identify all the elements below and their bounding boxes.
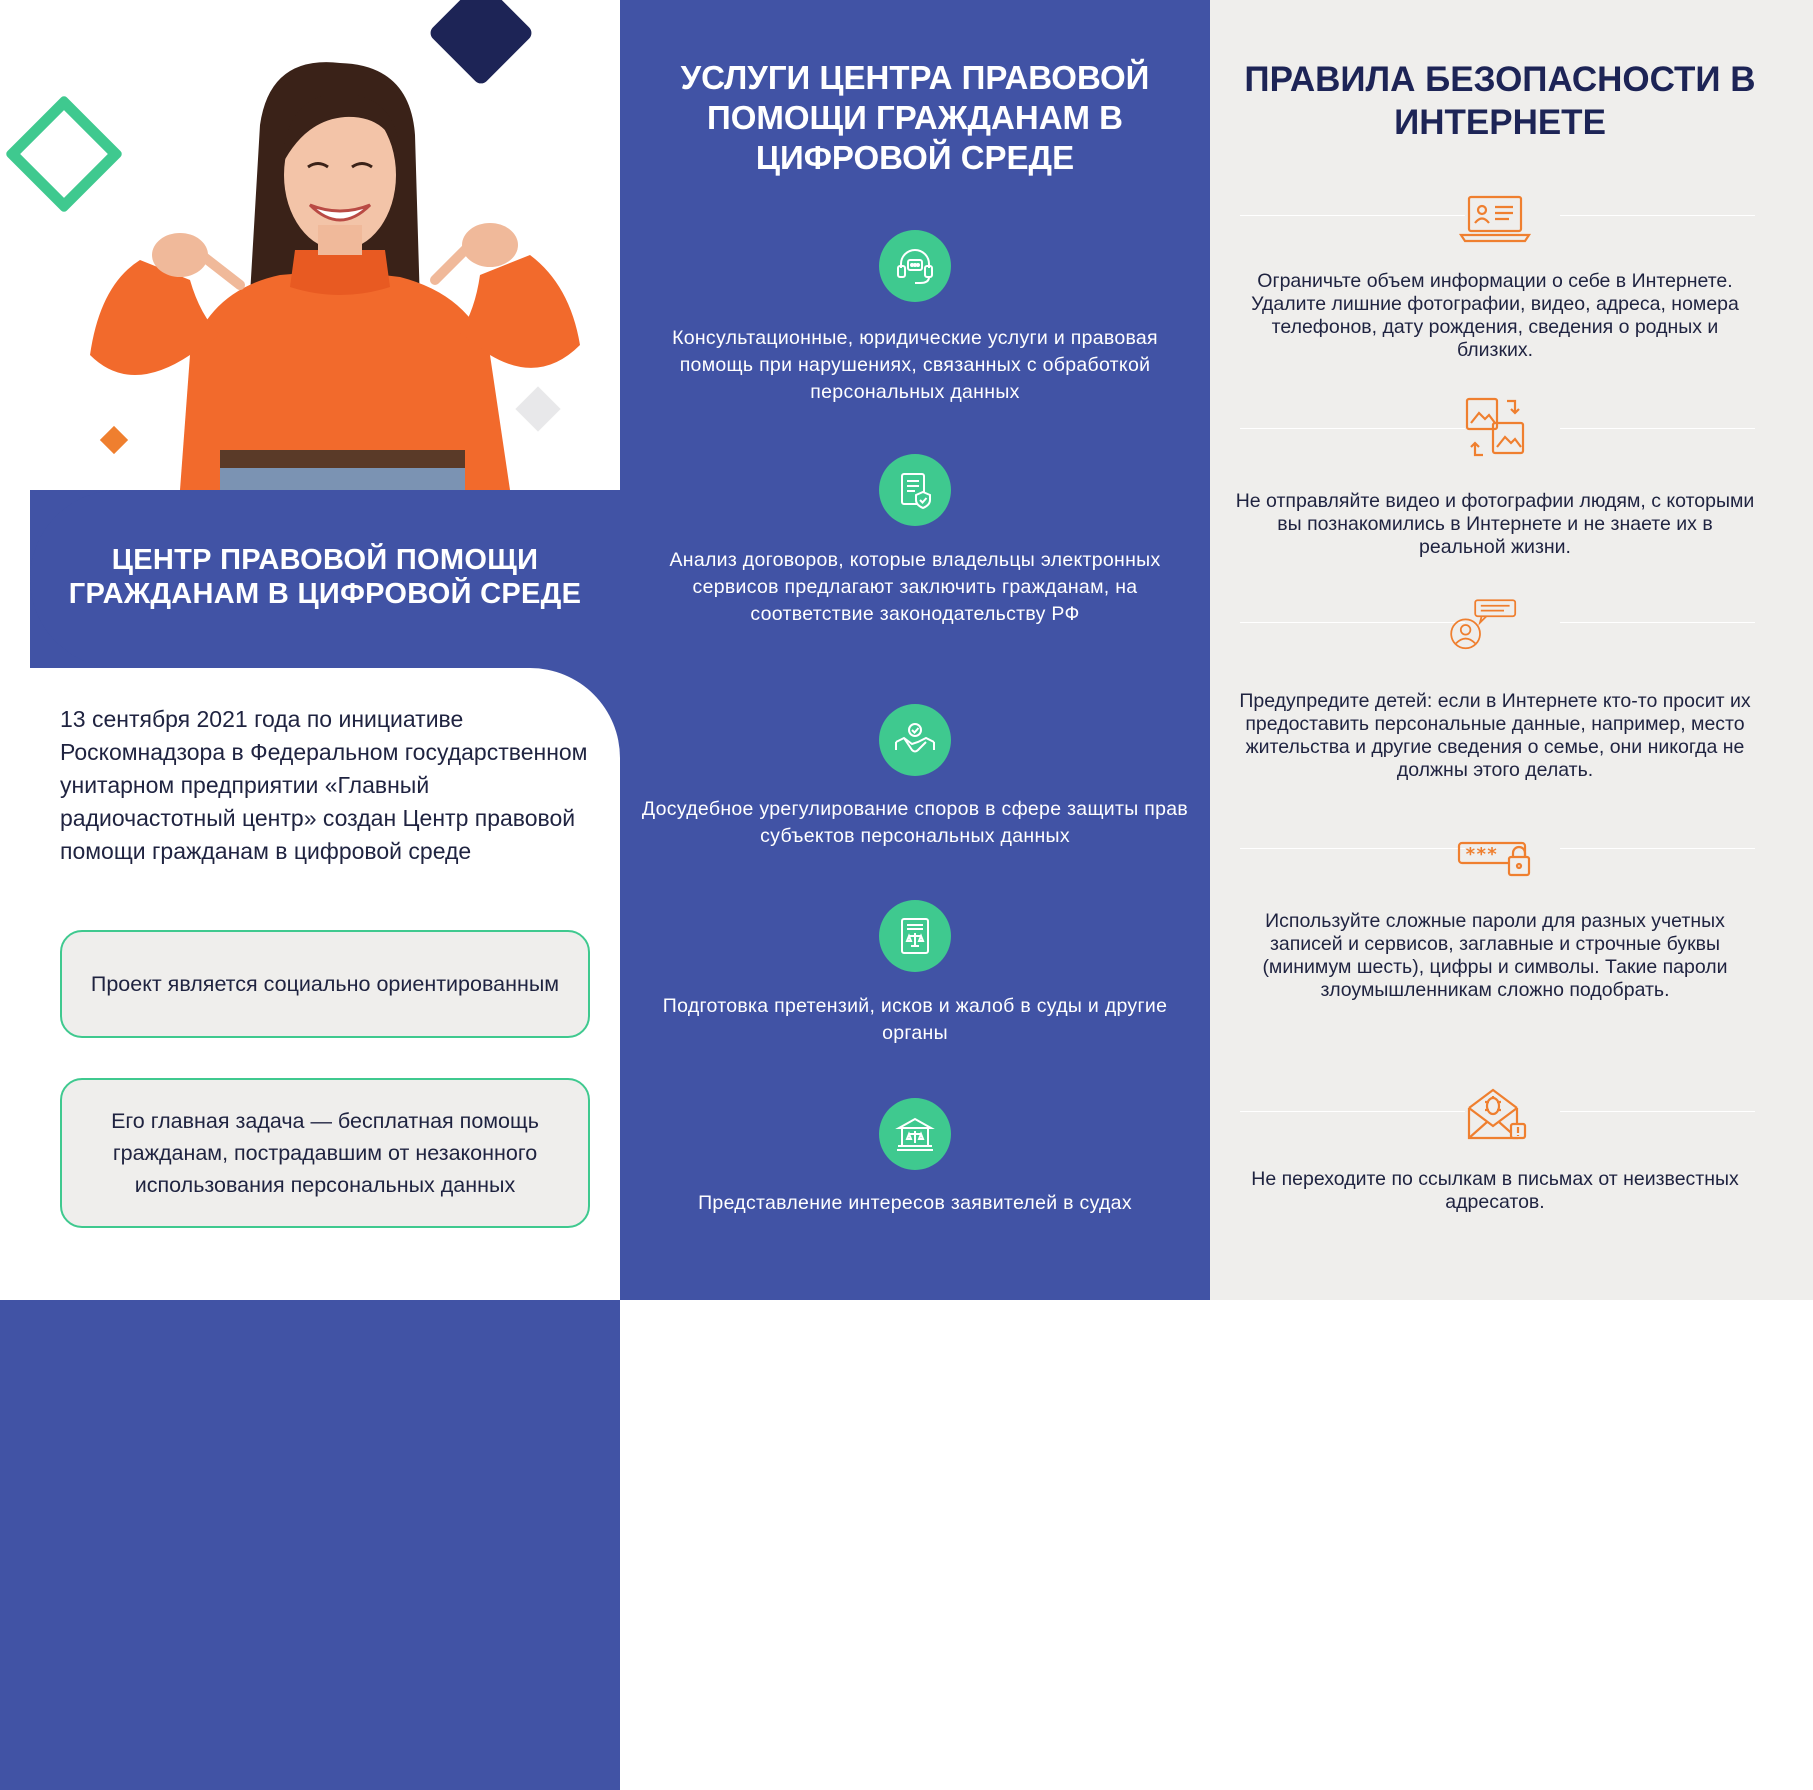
password-lock-icon	[1455, 825, 1535, 895]
social-project-text: Проект является социально ориентированным	[90, 972, 560, 996]
center-title: ЦЕНТР ПРАВОВОЙ ПОМОЩИ ГРАЖДАНАМ В ЦИФРОВОЙ СРЕДЕ	[68, 544, 582, 610]
headset-icon	[879, 230, 951, 302]
rule-text-2: Не отправляйте видео и фотографии людям, с которыми вы познакомились в Интернете и не знаете их в реальной жизни.	[1235, 490, 1755, 558]
services-title: УСЛУГИ ЦЕНТРА ПРАВОВОЙ ПОМОЩИ ГРАЖДАНАМ В ЦИФРОВОЙ СРЕДЕ	[680, 59, 1150, 176]
woman-photo	[70, 55, 600, 490]
rule-text-3: Предупредите детей: если в Интернете кто-то просит их предоставить персональные данные, например, место жительства и другие сведения о семье, они никогда не должны этого делать.	[1239, 690, 1751, 781]
divider	[1560, 622, 1755, 623]
document-shield-icon	[879, 454, 951, 526]
rule-text-5: Не переходите по ссылкам в письмах от неизвестных адресатов.	[1251, 1168, 1739, 1213]
intro-text: 13 сентября 2021 года по инициативе Роскомнадзора в Федеральном государственном унитарном предприятии «Главный радиочастотный центр» создан Центр правовой помощи гражданам в цифровой среде	[60, 706, 588, 864]
svg-text:***: ***	[1465, 844, 1498, 865]
divider	[1240, 215, 1465, 216]
email-virus-icon	[1455, 1078, 1535, 1148]
divider	[1560, 848, 1755, 849]
service-text-5: Представление интересов заявителей в судах	[698, 1192, 1132, 1214]
divider	[1240, 848, 1465, 849]
pill-spacer	[0, 490, 30, 668]
divider	[1560, 215, 1755, 216]
legal-document-icon	[879, 900, 951, 972]
laptop-profile-icon	[1455, 185, 1535, 255]
service-text-2: Анализ договоров, которые владельцы электронных сервисов предлагают заключить гражданам, на соответствие законодательству РФ	[669, 549, 1161, 625]
rule-text-4: Используйте сложные пароли для разных учетных записей и сервисов, заглавные и строчные буквы (минимум шесть), цифры и символы. Такие пароли злоумышленникам сложно подобрать.	[1262, 910, 1728, 1001]
main-task-text: Его главная задача — бесплатная помощь гражданам, пострадавшим от незаконного использования персональных данных	[111, 1109, 539, 1197]
main-task-box	[60, 1078, 590, 1228]
divider	[1240, 1111, 1465, 1112]
courthouse-icon	[879, 1098, 951, 1170]
service-text-4: Подготовка претензий, исков и жалоб в суды и другие органы	[662, 995, 1168, 1044]
divider	[1240, 428, 1465, 429]
divider	[1240, 622, 1465, 623]
service-text-1: Консультационные, юридические услуги и правовая помощь при нарушениях, связанных с обработкой персональных данных	[672, 327, 1158, 403]
rules-title: ПРАВИЛА БЕЗОПАСНОСТИ В ИНТЕРНЕТЕ	[1244, 60, 1756, 142]
service-text-3: Досудебное урегулирование споров в сфере защиты прав субъектов персональных данных	[641, 798, 1189, 847]
photos-transfer-icon	[1455, 393, 1535, 463]
social-project-box	[60, 930, 590, 1038]
rule-text-1: Ограничьте объем информации о себе в Интернете. Удалите лишние фотографии, видео, адреса, номера телефонов, дату рождения, сведения о родных и близких.	[1251, 270, 1739, 361]
divider	[1560, 1111, 1755, 1112]
divider	[1560, 428, 1755, 429]
user-chat-icon	[1440, 590, 1520, 660]
handshake-icon	[879, 704, 951, 776]
